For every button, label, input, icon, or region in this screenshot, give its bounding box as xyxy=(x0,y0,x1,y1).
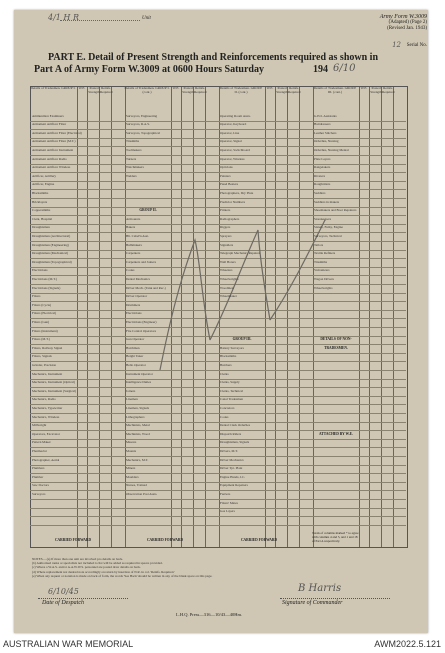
trade-label: Blt. Cabel'n Asst. xyxy=(126,233,149,238)
trade-label: Fire Control Operators xyxy=(126,328,157,333)
sub-column-header: Posted Strength xyxy=(88,86,100,94)
trade-label: Draughtsman (Engineering) xyxy=(32,242,69,247)
trade-label: Bricklayers xyxy=(32,199,48,204)
trade-label: Photographers, Dry Plate xyxy=(220,190,254,195)
trade-label: Sisters, Fumy, Engine xyxy=(314,225,343,230)
trade-label: Rangetakers xyxy=(314,165,331,170)
group-heading: DETAILS OF NON-TRADESMEN. xyxy=(320,337,352,350)
trade-label: Bulbmakers xyxy=(126,242,142,247)
trade-label: Dental Clerk Orderlies xyxy=(220,423,251,428)
footer-accession: AWM2022.5.121 xyxy=(374,639,441,649)
trade-label: Dental Mechanics xyxy=(126,276,150,281)
trade-label: Storekeepers xyxy=(314,216,332,221)
trade-label: Printers xyxy=(220,208,231,213)
trade-label: Armament Artificer Radio xyxy=(32,156,67,161)
trade-label: Orderlies, Nursing xyxy=(314,139,339,144)
trade-label: Electricians xyxy=(126,311,142,316)
trade-label: Mechanics, Instrument xyxy=(32,371,63,376)
title-year: 194 xyxy=(313,64,328,75)
trade-label: Bakers xyxy=(126,225,136,230)
trade-label: Clerks xyxy=(220,371,229,376)
trade-label: Butchers xyxy=(220,362,232,367)
trade-label: Plumber xyxy=(32,474,44,479)
trade-label: Opticians xyxy=(220,165,233,170)
trade-label: Intelligence Duties xyxy=(126,380,151,385)
trade-label: Turners xyxy=(126,156,137,161)
trade-label: Saddlers in makers xyxy=(314,199,340,204)
trade-label: Driver Mechanics xyxy=(220,457,244,462)
trade-label: Predictor Numbers xyxy=(220,199,245,204)
table-row xyxy=(30,516,406,526)
trade-label: Pharmacist xyxy=(32,448,47,453)
trade-label: Observation Post Assts. xyxy=(126,491,158,496)
trade-label: Armament Artificer Fitter xyxy=(32,122,67,127)
trade-label: Canal Tradesmen xyxy=(220,397,243,402)
trade-label: Operator, Line xyxy=(220,130,240,135)
trade-label: Cooks xyxy=(220,414,229,419)
trade-label: Clerks, Supply xyxy=(220,380,240,385)
trade-label: Armament Artificer Instrument xyxy=(32,147,74,152)
note-c: (c) Where a W.A.S. and/or A.A.W.W.S. personnel are posted draw details on back. xyxy=(32,565,141,570)
trade-label: Fitters (Instrument) xyxy=(32,328,58,333)
trade-label: Telegraph Mechanic, Repairer xyxy=(220,251,260,256)
form-ref-line-2: (Adapted) (Page 2) xyxy=(388,20,427,25)
trade-label: Helio Operator xyxy=(126,362,146,367)
trade-label: Instrument Operator xyxy=(126,371,153,376)
despatch-line xyxy=(38,598,128,599)
trade-label: Draughtsman (Mechanical) xyxy=(32,251,69,256)
group-heading: GROUP III. xyxy=(232,337,252,342)
trade-label: Masons xyxy=(126,440,137,445)
trade-label: Tinsmiths xyxy=(314,259,328,264)
trade-label: Panel Beaters xyxy=(220,182,239,187)
trade-label: Draughtsmen, Signals xyxy=(220,440,250,445)
trade-label: Shoemakers and Boot Repairers xyxy=(314,208,357,213)
trade-label: Lithographers xyxy=(126,414,145,419)
trade-label: Wheelmaker xyxy=(220,294,237,299)
trade-label: Height Taker xyxy=(126,354,144,359)
trade-label: Dispatch Riders xyxy=(220,431,242,436)
trade-label: Wall Borers xyxy=(220,259,236,264)
trade-label: Surveyors, R.A.S. xyxy=(126,122,150,127)
trade-label: Vulcanizers xyxy=(314,268,330,273)
trade-label: Hairdressers xyxy=(314,122,331,127)
trade-label: Plumbers xyxy=(32,466,45,471)
trade-label: Riggers xyxy=(220,225,231,230)
trade-label: Mechanics, Instrument (Optical) xyxy=(32,380,75,385)
serial-value: 12 xyxy=(392,41,401,49)
trade-label: Toolmakers xyxy=(126,147,142,152)
trade-label: Radiographers xyxy=(220,216,240,221)
form-ref-line-3: (Revised Jan. 1943) xyxy=(387,26,427,31)
note-a: NOTES.—(a) If more than one unit are involved pro details on back. xyxy=(32,557,123,561)
trade-label: Electricians (Signals) xyxy=(32,285,61,290)
trade-label: Orderlies, Nursing Mental xyxy=(314,147,349,152)
trade-label: Fitters (Electrical) xyxy=(32,311,57,316)
trade-label: Machinists, Wood xyxy=(126,431,150,436)
carried-forward-note: Totals of columns marked * to agree with columns 4 and 5, and 1 and 18 of Part A respectively. xyxy=(312,531,359,543)
carried-forward-2: CARRIED FORWARD xyxy=(146,538,184,542)
trade-label: Artificer, Artillery xyxy=(32,173,57,178)
trade-label: Joiners xyxy=(126,388,136,393)
trade-label: Blacksmiths xyxy=(32,190,49,195)
sub-column-header: Reinfs. Required xyxy=(382,86,395,94)
trade-label: Leather Stitchers xyxy=(314,130,337,135)
signature-label: Signature of Commander xyxy=(282,600,343,606)
handwritten-signature: B Harris xyxy=(298,583,342,594)
trade-label: Fitters (Cycle) xyxy=(32,302,52,307)
trade-label: Drummers xyxy=(126,302,141,307)
printer-imprint: L.H.Q. Press—316—10/43—40Hm. xyxy=(176,612,243,617)
trade-label: Mechanics, Wireless xyxy=(32,414,60,419)
trade-label: Operating Room Assts. xyxy=(220,113,251,118)
title-line-1: PART E. Detail of Present Strength and Reinforcements required as shown in xyxy=(47,52,379,63)
trade-label: Armament Artificer Fitter (M.T.) xyxy=(32,139,76,144)
trade-label: Mechanics, Typewriter xyxy=(32,405,63,410)
trade-label: Nurses, Trained xyxy=(126,483,147,488)
trade-label: Painters xyxy=(220,173,231,178)
form-reference xyxy=(380,14,427,32)
trade-label: Draughtsman (Topographical) xyxy=(32,259,72,264)
trade-label: Mechanics, Instrument (Surgical) xyxy=(32,388,77,393)
trade-label: Machinists, Metal xyxy=(126,423,150,428)
signature-line xyxy=(280,598,390,599)
sub-column-header: Posted Strength xyxy=(182,86,194,94)
note-b: (b) Authorised ranks or specialists not included to list will be added as required in spaces provided. xyxy=(32,561,163,566)
trade-label: Ammunition Examiners xyxy=(32,113,64,118)
footer-archive: AUSTRALIAN WAR MEMORIAL xyxy=(3,639,134,649)
group-column-header: Details of Tradesmen. GROUP I. (cont.) xyxy=(124,86,170,94)
trade-label: Hatchman xyxy=(126,345,140,350)
notes-block xyxy=(32,557,397,578)
trade-label: Carpenters and Joiners xyxy=(126,259,157,264)
trade-label: Operator, Signal xyxy=(220,139,242,144)
trade-label: Roughriders xyxy=(314,182,331,187)
trade-label: Armament Artificer Wireless xyxy=(32,165,71,170)
sub-column-header: W.E. xyxy=(266,86,274,90)
trade-label: Photographer, Aerial xyxy=(32,457,60,462)
trade-label: Wheelwrights xyxy=(220,276,239,281)
trade-label: Armourers xyxy=(126,216,141,221)
trade-label: Signallers xyxy=(220,242,234,247)
trade-label: Equipment Repairers xyxy=(220,483,248,488)
trade-label: Driver Mech. (Tank and Rec.) xyxy=(126,285,166,290)
trade-label: Surveyors, Engineering xyxy=(126,113,158,118)
trade-label: Surveyors, Technical xyxy=(314,233,342,238)
trade-label: Fitters' Mates xyxy=(220,500,238,505)
trade-label: Electricians xyxy=(32,268,48,273)
sub-column-header: W.E. xyxy=(78,86,86,90)
trade-label: Carpenters xyxy=(126,251,141,256)
trade-label: Operators, Excavator xyxy=(32,431,61,436)
trade-label: G.P.O. Assistants xyxy=(314,113,337,118)
trade-label: Draughtsman xyxy=(32,225,50,230)
trade-label: Blacksmiths xyxy=(220,354,237,359)
trade-label: Grinder, Precision xyxy=(32,362,57,367)
note-d: (d) Where replacement not desired note accordingly on return by insertion of N.R. in col. 'Reinfs. Required.' xyxy=(32,569,175,574)
trade-label: Electricians (Engineer) xyxy=(126,319,157,324)
trade-label: Sprayers xyxy=(220,233,232,238)
group-column-header: Details of Tradesmen. GROUP I. xyxy=(30,86,76,90)
trade-label: Wheelers xyxy=(220,268,233,273)
serial-label: Serial No. xyxy=(406,43,427,48)
trade-label: Armament Artificer Fitter (Electrical) xyxy=(32,130,82,135)
trade-label: Saddlers xyxy=(314,190,326,195)
group-heading: GROUP II. xyxy=(139,208,157,213)
trade-label: Coppersmiths xyxy=(32,208,51,213)
carried-forward-3: CARRIED FORWARD xyxy=(240,538,278,542)
sub-column-header: W.E. xyxy=(172,86,180,90)
trade-label: Welders xyxy=(126,173,137,178)
unit-underline xyxy=(60,20,140,21)
trade-label: Surveyors xyxy=(32,491,46,496)
trade-label: Battery Surveyors xyxy=(220,345,244,350)
trade-label: Drivers, M.T. xyxy=(220,448,238,453)
trade-label: Pattern Maker xyxy=(32,440,51,445)
trade-label: Fitters (Gun) xyxy=(32,319,50,324)
group-heading: ATTACHED BY W.E. xyxy=(319,431,353,436)
sub-column-header: W.E. xyxy=(360,86,368,90)
form-ref-line-1: Army Form W.3009 xyxy=(379,14,427,20)
trade-label: Textile Refiners xyxy=(314,251,336,256)
sub-column-header: Reinfs. Required xyxy=(100,86,113,94)
group-column-header: Details of Tradesmen. GROUP II. (cont.) xyxy=(219,86,263,94)
trade-label: Artificer, Engine xyxy=(32,182,55,187)
sub-column-header: Posted Strength xyxy=(370,86,382,94)
trade-label: Operator, Keyboard xyxy=(220,122,247,127)
trade-label: Driver Tpt. Plant xyxy=(220,466,243,471)
trade-label: Surveyors, Topographical xyxy=(126,130,160,135)
trade-label: Riveters xyxy=(314,173,325,178)
unit-label: Unit xyxy=(142,16,151,21)
trade-label: Concretors xyxy=(220,405,235,410)
trade-label: Operator, Switchboard xyxy=(220,147,250,152)
trade-label: Cooks xyxy=(126,268,135,273)
sub-column-header: Posted Strength xyxy=(276,86,288,94)
handwritten-unit: 4/1 H R xyxy=(48,13,79,22)
trade-label: Mounts xyxy=(126,448,137,453)
trade-label: Linemen, Signals xyxy=(126,405,150,410)
group-column-header: Details of Tradesmen. GROUP III. (cont.) xyxy=(313,86,357,94)
title-line-2-text: Part A of Army Form W.3009 at 0600 Hours Saturday xyxy=(34,64,264,75)
trade-label: Mechanics, M.T. xyxy=(126,457,149,462)
trade-label: Fitters, Railway Signal xyxy=(32,345,63,350)
trade-label: Gas Layers xyxy=(220,509,235,514)
trade-label: Mechanics, Radio xyxy=(32,397,56,402)
trade-label: Millwright xyxy=(32,423,47,428)
trade-label: Saw Doctors xyxy=(32,483,49,488)
trade-label: Linemen xyxy=(126,397,138,402)
trade-label: Operator, Wireless xyxy=(220,156,245,161)
trade-label: Engine Hands, I.C. xyxy=(220,474,246,479)
trade-label: Woodmen xyxy=(220,285,234,290)
trade-label: Draughtsman (Architectural) xyxy=(32,233,71,238)
trade-label: Fitters, Signals xyxy=(32,354,52,359)
handwritten-date: 6/10 xyxy=(333,63,356,74)
trade-label: Tinsmiths xyxy=(126,139,140,144)
trade-label: Electricians (M.T.) xyxy=(32,276,57,281)
trade-label: Plate Layers xyxy=(314,156,331,161)
trade-label: Clerk, Hospital xyxy=(32,216,53,221)
despatch-label: Date of Despatch xyxy=(42,600,84,606)
carried-forward-1: CARRIED FORWARD xyxy=(54,538,92,542)
handwritten-despatch-date: 6/10/45 xyxy=(48,587,79,596)
trade-label: Watchmakers xyxy=(126,165,144,170)
trade-label: Tailors xyxy=(314,242,324,247)
sub-column-header: Reinfs. Required xyxy=(194,86,207,94)
trade-label: Miners xyxy=(126,466,136,471)
trade-label: Fitters (M.T.) xyxy=(32,337,50,342)
sub-column-header: Reinfs. Required xyxy=(288,86,301,94)
trade-label: Farriers xyxy=(220,491,231,496)
trade-label: Wheelwrights xyxy=(314,285,333,290)
trade-label: Gun Operator xyxy=(126,337,145,342)
trade-label: Clerks, Technical xyxy=(220,388,243,393)
trade-label: Driver Operator xyxy=(126,294,148,299)
trade-label: Wagon Drivers xyxy=(314,276,334,281)
trade-label: Moulders xyxy=(126,474,139,479)
note-e: (e) When any request or notation is made on back of form, the words 'See Back' should be written in any of the blank space on this page. xyxy=(32,573,213,578)
trade-label: Fitters xyxy=(32,294,41,299)
